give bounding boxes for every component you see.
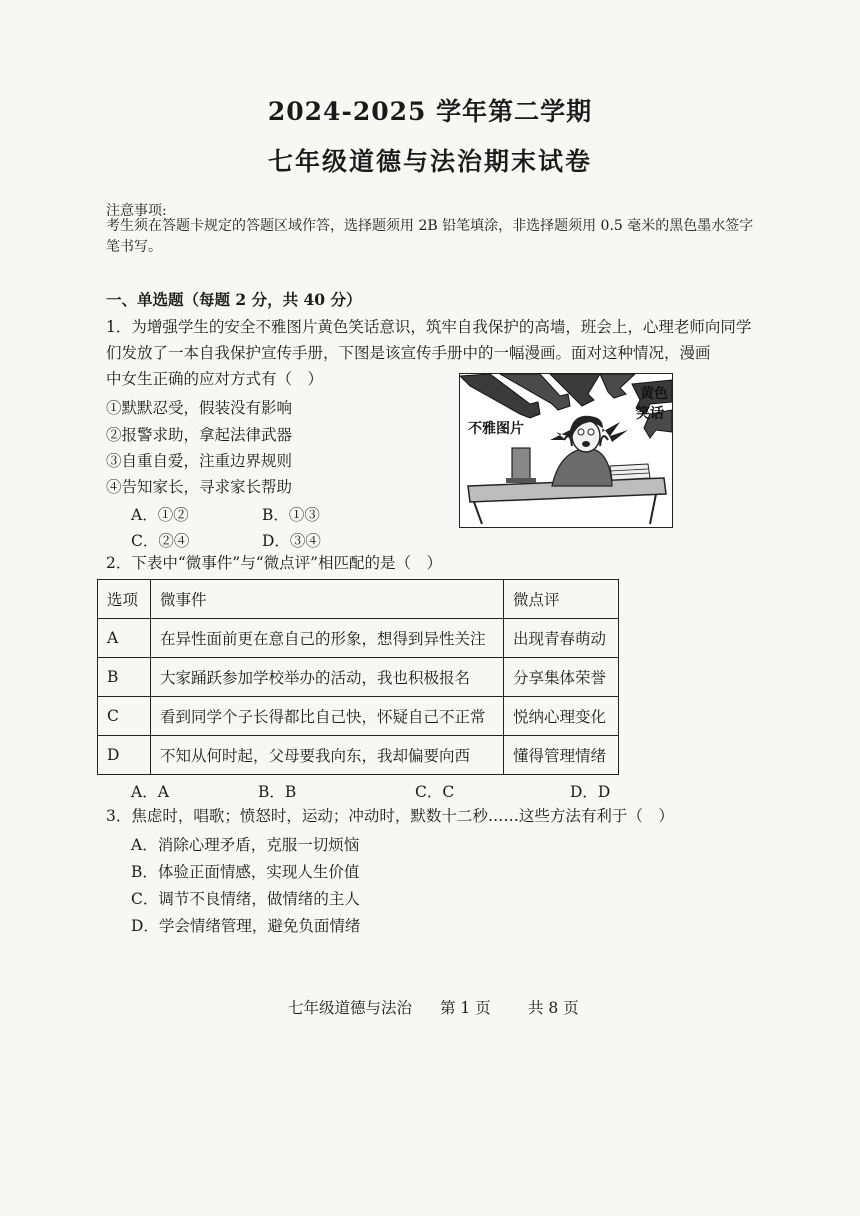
q1-item-4: ④告知家长，寻求家长帮助	[106, 478, 293, 496]
q2-table	[97, 579, 619, 775]
q1-choice-c[interactable]: C．②④	[131, 532, 190, 550]
question-1-stem-tail: 中女生正确的应对方式有（ ）	[106, 370, 324, 388]
table-cell: 出现青春萌动	[504, 619, 619, 658]
table-row	[98, 697, 619, 736]
table-cell: B	[98, 658, 151, 697]
question-2-stem: 2．下表中“微事件”与“微点评”相匹配的是（ ）	[106, 554, 443, 572]
q2-choice-c[interactable]: C．C	[415, 783, 455, 801]
cartoon-label-right-bottom: 笑话	[636, 406, 664, 422]
notice-heading: 注意事项:	[106, 203, 167, 219]
footer-subject: 七年级道德与法治	[288, 999, 413, 1017]
q2-choice-b[interactable]: B．B	[258, 783, 297, 801]
cartoon-illustration	[459, 373, 673, 528]
q2-choice-a[interactable]: A．A	[131, 783, 169, 801]
table-row	[98, 619, 619, 658]
question-3-stem: 3．焦虑时，唱歌；愤怒时，运动；冲动时，默数十二秒……这些方法有利于（ ）	[106, 807, 674, 825]
table-cell: 分享集体荣誉	[504, 658, 619, 697]
exam-title: 2024-2025 学年第二学期	[267, 97, 593, 126]
table-header-cell: 微事件	[151, 580, 504, 619]
table-row	[98, 658, 619, 697]
q1-item-3: ③自重自爱，注重边界规则	[106, 452, 293, 470]
question-1-stem: 1．为增强学生的安全不雅图片黄色笑话意识，筑牢自我保护的高墙，班会上，心理老师向同学们发放了一本自我保护宣传手册，下图是该宣传手册中的一幅漫画。面对这种情况，漫画	[106, 318, 752, 362]
q3-choice-a[interactable]: A．消除心理矛盾，克服一切烦恼	[131, 836, 360, 854]
table-cell: 懂得管理情绪	[504, 736, 619, 775]
table-cell: 看到同学个子长得都比自己快，怀疑自己不正常	[151, 697, 504, 736]
table-row	[98, 736, 619, 775]
footer-page-number: 第 1 页	[440, 999, 491, 1017]
table-header-row	[98, 580, 619, 619]
section-heading: 一、单选题（每题 2 分，共 40 分）	[106, 290, 362, 309]
q3-choice-c[interactable]: C．调节不良情绪，做情绪的主人	[131, 890, 360, 908]
cartoon-label-left: 不雅图片	[468, 421, 524, 437]
cartoon-label-right-top: 黄色	[640, 386, 668, 402]
table-cell: 不知从何时起，父母要我向东，我却偏要向西	[151, 736, 504, 775]
q1-choice-a[interactable]: A．①②	[131, 506, 189, 524]
table-cell: 在异性面前更在意自己的形象，想得到异性关注	[151, 619, 504, 658]
table-header-cell: 微点评	[504, 580, 619, 619]
q1-choice-b[interactable]: B．①③	[262, 506, 320, 524]
q1-choice-d[interactable]: D．③④	[262, 532, 321, 550]
footer-total-pages: 共 8 页	[528, 999, 579, 1017]
q2-choice-d[interactable]: D．D	[570, 783, 611, 801]
table-cell: A	[98, 619, 151, 658]
q3-choice-d[interactable]: D．学会情绪管理，避免负面情绪	[131, 917, 361, 935]
cartoon-drawing	[460, 374, 672, 527]
notice-body: 考生须在答题卡规定的答题区域作答，选择题须用 2B 铅笔填涂，非选择题须用 0.5 毫米的黑色墨水签字笔书写。	[106, 218, 754, 255]
table-cell: 悦纳心理变化	[504, 697, 619, 736]
exam-subtitle: 七年级道德与法治期末试卷	[267, 147, 592, 176]
table-header-cell: 选项	[98, 580, 151, 619]
table-cell: 大家踊跃参加学校举办的活动，我也积极报名	[151, 658, 504, 697]
q1-item-1: ①默默忍受，假装没有影响	[106, 399, 293, 417]
q1-item-2: ②报警求助，拿起法律武器	[106, 426, 293, 444]
q3-choice-b[interactable]: B．体验正面情感，实现人生价值	[131, 863, 360, 881]
table-cell: C	[98, 697, 151, 736]
table-cell: D	[98, 736, 151, 775]
